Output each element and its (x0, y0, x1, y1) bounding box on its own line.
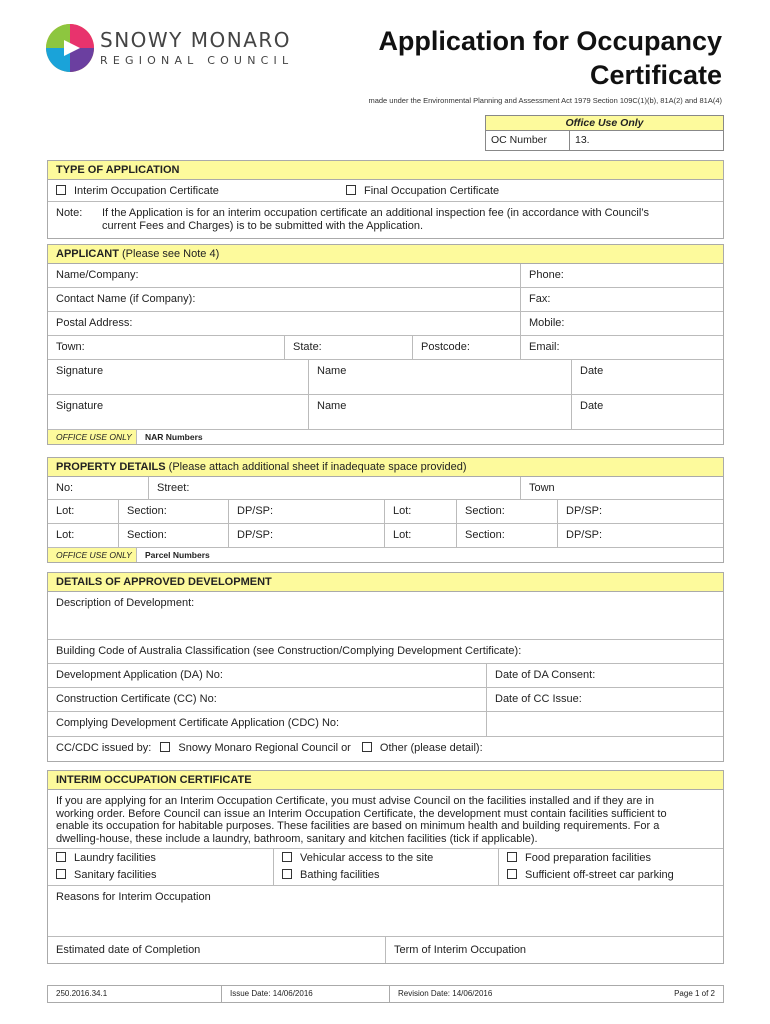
cc-issue-date-field[interactable]: Date of CC Issue: (486, 688, 723, 711)
note-label: Note: (56, 207, 83, 219)
section-field-3[interactable]: Section: (118, 524, 228, 547)
name-company-field[interactable]: Name/Company: (56, 269, 139, 281)
option-label: Interim Occupation Certificate (74, 185, 219, 197)
dpsp-field-4[interactable]: DP/SP: (557, 524, 723, 547)
org-name: SNOWY MONARO (100, 28, 292, 52)
cdc-number-field[interactable]: Complying Development Certificate Application (CDC) No: (56, 717, 340, 729)
development-section (47, 572, 724, 762)
date-field-2[interactable]: Date (571, 395, 723, 429)
section-heading: PROPERTY DETAILS (Please attach additional sheet if inadequate space provided) (48, 458, 723, 477)
mobile-field[interactable]: Mobile: (520, 312, 723, 335)
lot-field-3[interactable]: Lot: (56, 529, 75, 541)
page-footer (47, 985, 724, 1003)
checkbox-icon[interactable] (282, 852, 292, 862)
da-consent-date-field[interactable]: Date of DA Consent: (486, 664, 723, 687)
checkbox-icon[interactable] (282, 869, 292, 879)
office-use-only-label: OFFICE USE ONLY (48, 430, 136, 444)
description-field[interactable]: Description of Development: (56, 597, 195, 609)
legislation-subtitle: made under the Environmental Planning and Assessment Act 1979 Section 109C(1)(b), 81A(2) and 81A(4) (368, 96, 722, 105)
office-use-only-label: OFFICE USE ONLY (48, 548, 136, 562)
interim-paragraph (48, 790, 723, 848)
phone-field[interactable]: Phone: (520, 264, 723, 287)
food-preparation-option[interactable]: Food preparation facilities (507, 850, 723, 867)
laundry-option[interactable]: Laundry facilities (56, 850, 273, 867)
interim-occupation-section (47, 770, 724, 964)
town-field[interactable]: Town (520, 477, 723, 499)
name-field-2[interactable]: Name (308, 395, 571, 429)
postal-address-field[interactable]: Postal Address: (56, 317, 133, 329)
parking-option[interactable]: Sufficient off-street car parking (507, 867, 723, 884)
issuer-other-label: Other (please detail): (379, 742, 483, 754)
interim-option[interactable] (48, 180, 348, 201)
office-use-heading: Office Use Only (486, 116, 723, 131)
section-field-2[interactable]: Section: (456, 500, 557, 523)
state-field[interactable]: State: (284, 336, 412, 359)
dpsp-field[interactable]: DP/SP: (228, 500, 384, 523)
section-field[interactable]: Section: (118, 500, 228, 523)
oc-number-field[interactable]: 13. (575, 134, 590, 146)
town-field[interactable]: Town: (56, 341, 85, 353)
page-number: Page 1 of 2 (674, 989, 715, 998)
final-option[interactable] (338, 180, 718, 201)
sanitary-option[interactable]: Sanitary facilities (56, 867, 273, 884)
vehicular-access-option[interactable]: Vehicular access to the site (282, 850, 498, 867)
nar-numbers-field[interactable]: NAR Numbers (136, 430, 723, 444)
reasons-field[interactable]: Reasons for Interim Occupation (56, 891, 211, 903)
dpsp-field-3[interactable]: DP/SP: (228, 524, 384, 547)
cdc-extra-field[interactable] (486, 712, 723, 736)
street-field[interactable]: Street: (148, 477, 520, 499)
checkbox-icon[interactable] (56, 869, 66, 879)
checkbox-icon[interactable] (346, 185, 356, 195)
type-of-application-section (47, 160, 724, 239)
lot-field-2[interactable]: Lot: (384, 500, 456, 523)
parcel-numbers-field[interactable]: Parcel Numbers (136, 548, 723, 562)
document-code: 250.2016.34.1 (56, 989, 108, 998)
email-field[interactable]: Email: (520, 336, 723, 359)
section-heading: TYPE OF APPLICATION (48, 161, 723, 180)
checkbox-icon[interactable] (362, 742, 372, 752)
contact-name-field[interactable]: Contact Name (if Company): (56, 293, 196, 305)
page-title: Application for Occupancy (378, 26, 722, 56)
note-text-2: current Fees and Charges) is to be submitted with the Application. (102, 220, 424, 232)
org-subname: REGIONAL COUNCIL (100, 54, 294, 67)
da-number-field[interactable]: Development Application (DA) No: (56, 669, 223, 681)
option-label: Final Occupation Certificate (364, 185, 500, 197)
interim-term-field[interactable]: Term of Interim Occupation (385, 937, 723, 963)
signature-field[interactable]: Signature (56, 365, 104, 377)
signature-field-2[interactable]: Signature (56, 400, 104, 412)
dpsp-field-2[interactable]: DP/SP: (557, 500, 723, 523)
section-heading: APPLICANT (Please see Note 4) (48, 245, 723, 264)
council-logo-icon (44, 22, 96, 74)
paragraph-line: If you are applying for an Interim Occupation Certificate, you must advise Council on the facilities installed and if they are in (56, 795, 654, 807)
issue-date: Issue Date: 14/06/2016 (221, 986, 389, 1002)
lot-field-4[interactable]: Lot: (384, 524, 456, 547)
fax-field[interactable]: Fax: (520, 288, 723, 311)
section-heading: DETAILS OF APPROVED DEVELOPMENT (48, 573, 723, 592)
issued-by-field (48, 737, 723, 761)
section-heading: INTERIM OCCUPATION CERTIFICATE (48, 771, 723, 790)
bca-classification-field[interactable]: Building Code of Australia Classification (see Construction/Complying Development Certificate): (56, 645, 522, 657)
checkbox-icon[interactable] (160, 742, 170, 752)
postcode-field[interactable]: Postcode: (412, 336, 520, 359)
checkbox-icon[interactable] (507, 852, 517, 862)
property-details-section (47, 457, 724, 563)
cc-number-field[interactable]: Construction Certificate (CC) No: (56, 693, 217, 705)
page-title-line2: Certificate (589, 60, 722, 90)
paragraph-line: enable its occupation for habitable purposes. These facilities are based on minimum health and building requirements. For a (56, 820, 660, 832)
issuer-council-label: Snowy Monaro Regional Council or (178, 742, 351, 754)
paragraph-line: dwelling-house, these include a laundry, bathroom, sanitary and kitchen facilities (tick if applicable). (56, 832, 538, 845)
completion-date-field[interactable]: Estimated date of Completion (56, 944, 201, 956)
revision-date: Revision Date: 14/06/2016 (389, 986, 723, 1002)
lot-field[interactable]: Lot: (56, 505, 75, 517)
name-field[interactable]: Name (308, 360, 571, 394)
no-field[interactable]: No: (56, 482, 74, 494)
oc-number-label: OC Number (486, 131, 570, 150)
checkbox-icon[interactable] (56, 852, 66, 862)
date-field[interactable]: Date (571, 360, 723, 394)
issued-by-label: CC/CDC issued by: (56, 742, 152, 754)
checkbox-icon[interactable] (507, 869, 517, 879)
bathing-option[interactable]: Bathing facilities (282, 867, 498, 884)
section-field-4[interactable]: Section: (456, 524, 557, 547)
note-text: If the Application is for an interim occupation certificate an additional inspection fee (in accordance with Council’s (102, 207, 650, 219)
checkbox-icon[interactable] (56, 185, 66, 195)
paragraph-line: working order. Before Council can issue an Interim Occupation Certificate, the development must contain facilities sufficient to (56, 807, 667, 820)
office-use-box (485, 115, 724, 151)
applicant-section (47, 244, 724, 445)
